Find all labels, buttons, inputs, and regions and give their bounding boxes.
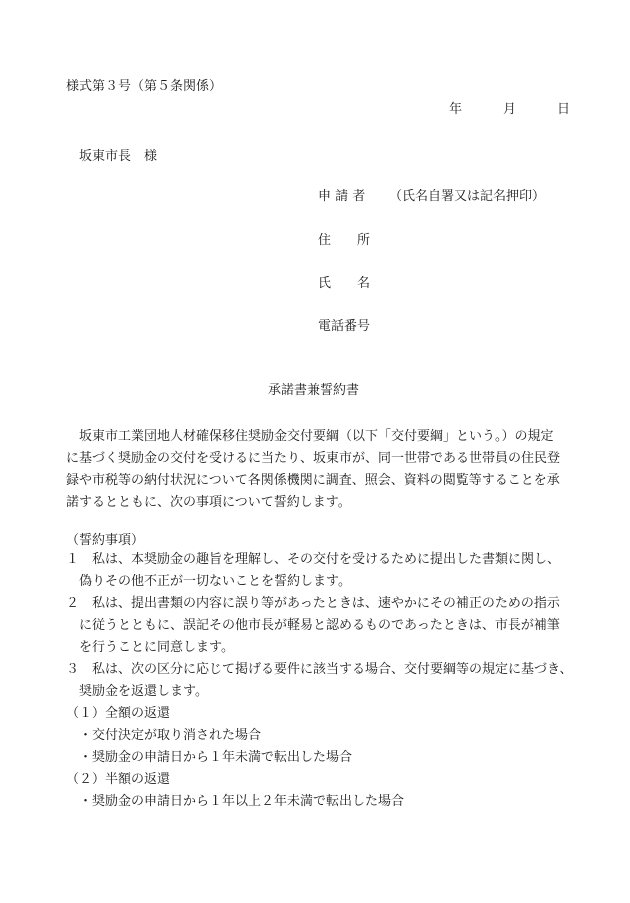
pledge-line: ２ 私は、提出書類の内容に誤り等があったときは、速やかにその補正のための指示 — [66, 596, 560, 611]
date-day-label: 日 — [557, 102, 571, 117]
pledge-line: 偽りその他不正が一切ないことを誓約します。 — [66, 574, 351, 589]
intro-line: 坂東市工業団地人材確保移住奨励金交付要綱（以下「交付要綱」という。）の規定 — [66, 429, 554, 444]
document-title: 承諾書兼誓約書 — [268, 383, 360, 398]
form-number: 様式第３号（第５条関係） — [66, 79, 223, 94]
phone-label: 電話番号 — [318, 319, 371, 334]
date-month-label: 月 — [503, 102, 517, 117]
pledge-line: （１）全額の返還 — [66, 706, 171, 721]
pledge-line: を行うことに同意します。 — [66, 640, 234, 655]
addressee: 坂東市長 様 — [79, 149, 158, 164]
applicant-label: 申 請 者 — [318, 189, 366, 204]
date-year-label: 年 — [449, 102, 463, 117]
pledge-line: に従うとともに、誤記その他市長が軽易と認めるものであったときは、市長が補筆 — [66, 618, 560, 633]
applicant-signature-note: （氏名自署又は記名押印） — [389, 189, 546, 204]
address-label: 住 所 — [318, 233, 371, 248]
intro-line: に基づく奨励金の交付を受けるに当たり、坂東市が、同一世帯である世帯員の住民登 — [66, 451, 561, 466]
pledge-list — [66, 549, 576, 813]
pledge-line: ・奨励金の申請日から１年未満で転出した場合 — [66, 750, 353, 765]
pledge-line: 奨励金を返還します。 — [66, 684, 208, 699]
pledge-line: ３ 私は、次の区分に応じて掲げる要件に該当する場合、交付要綱等の規定に基づき、 — [66, 662, 573, 677]
pledge-line: ・奨励金の申請日から１年以上２年未満で転出した場合 — [66, 794, 405, 809]
intro-paragraph — [66, 426, 576, 514]
pledge-line: １ 私は、本奨励金の趣旨を理解し、その交付を受けるために提出した書類に関し、 — [66, 552, 561, 567]
intro-line: 録や市税等の納付状況について各関係機関に調査、照会、資料の閲覧等することを承 — [66, 473, 560, 488]
name-label: 氏 名 — [318, 276, 371, 291]
pledge-line: （２）半額の返還 — [66, 772, 171, 787]
intro-line: 諾するとともに、次の事項について誓約します。 — [66, 495, 351, 510]
pledge-heading: （誓約事項） — [66, 533, 145, 548]
pledge-line: ・交付決定が取り消された場合 — [66, 728, 262, 743]
